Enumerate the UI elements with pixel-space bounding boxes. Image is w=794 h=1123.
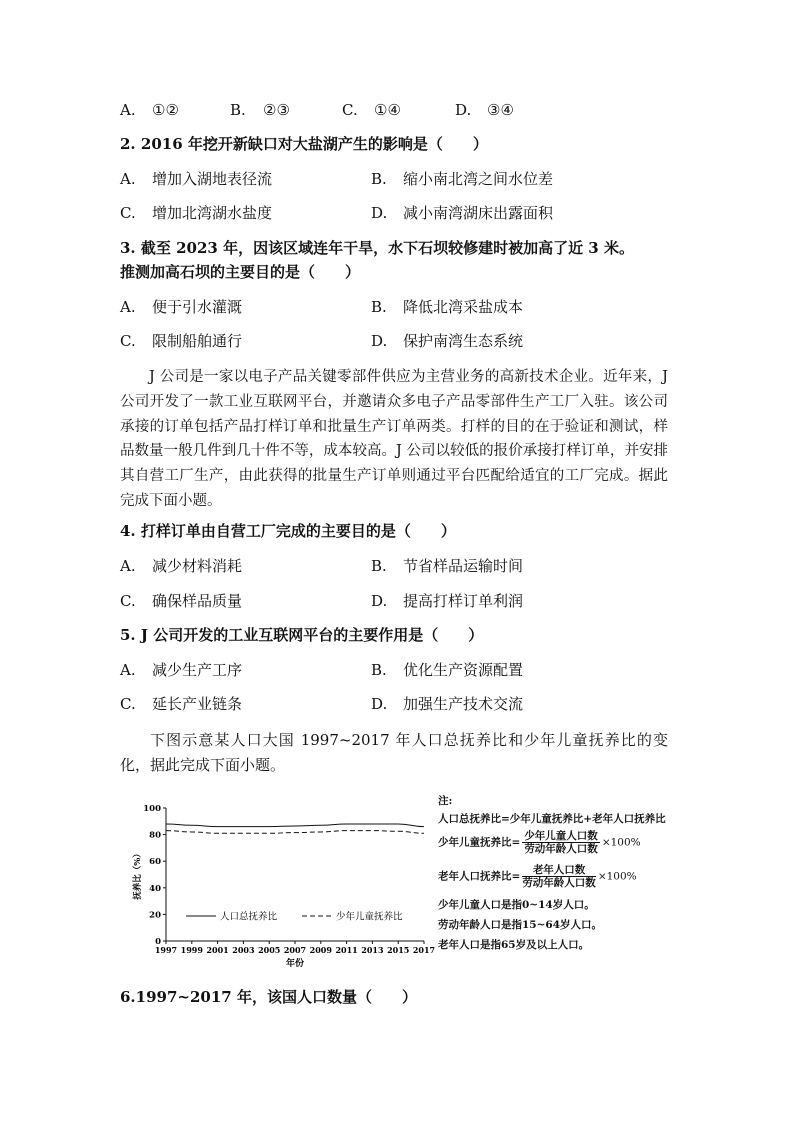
notes-elder-formula: [438, 864, 637, 889]
notes-youth-formula: [438, 830, 641, 855]
notes-def-elder: 老年人口是指65岁及以上人口。: [438, 939, 590, 951]
elder-fraction-numerator: 老年人口数: [522, 864, 596, 877]
youth-fraction-numerator: 少年儿童人口数: [524, 830, 598, 842]
passage-j-text: J 公司是一家以电子产品关键零部件供应为主营业务的高新技术企业。近年来，J 公司开发了一款工业互联网平台，并邀请众多电子产品零部件生产工厂入驻。该公司承接的订单包括产品打样订单和批量生产订单两类。打样的目的在于验证和测试，样品数量一般几件到几十件不等，成本较高。J 公司以较低的报价承接打样订单，并安排其自营工厂生产，由此获得的批量生产订单则通过平台匹配给适宜的工厂完成。据此完成下面小题。: [120, 369, 668, 509]
q4-option-c: C. 确保样品质量: [120, 592, 243, 610]
elder-fraction: [522, 864, 596, 889]
q5-option-a: A. 减少生产工序: [120, 661, 243, 679]
q4-option-a: A. 减少材料消耗: [120, 557, 243, 575]
x-tick-label: 1999: [180, 945, 203, 955]
q1-option-d-letter: D.: [455, 101, 472, 119]
y-tick-label: 0: [155, 937, 161, 947]
youth-fraction-denominator: 劳动年龄人口数: [524, 843, 598, 855]
q2-option-d: D. 减小南湾湖床出露面积: [371, 204, 554, 222]
legend-label-total: 人口总抚养比: [220, 911, 278, 923]
passage-chart-text: 下图示意某人口大国 1997~2017 年人口总抚养比和少年儿童抚养比的变化，据此完成下面小题。: [120, 731, 668, 774]
y-tick-label: 60: [149, 857, 161, 868]
dependency-ratio-chart: [126, 798, 436, 970]
q2-stem: 2. 2016 年挖开新缺口对大盐湖产生的影响是（ ）: [120, 135, 488, 153]
q3-option-c: C. 限制船舶通行: [120, 332, 243, 350]
q4-stem: 4. 打样订单由自营工厂完成的主要目的是（ ）: [120, 522, 456, 540]
y-tick-label: 100: [143, 804, 161, 814]
y-tick-label: 40: [149, 883, 161, 894]
x-tick-label: 2015: [387, 945, 410, 955]
y-tick-label: 80: [149, 830, 161, 841]
q1-option-b-letter: B.: [230, 101, 246, 119]
q3-option-d: D. 保护南湾生态系统: [371, 332, 524, 350]
x-tick-label: 2009: [309, 945, 332, 955]
youth-formula-label: 少年儿童抚养比=: [438, 836, 521, 849]
x-tick-label: 1997: [154, 945, 178, 955]
x-tick-label: 2001: [206, 945, 229, 955]
x-tick-label: 2017: [412, 945, 436, 955]
x-tick-label: 2011: [335, 945, 358, 955]
q4-option-b: B. 节省样品运输时间: [371, 557, 524, 575]
elder-formula-percent: ×100%: [597, 870, 637, 883]
series-line-youth: [166, 831, 424, 834]
elder-formula-label: 老年人口抚养比=: [438, 870, 521, 883]
notes-total-formula: 人口总抚养比=少年儿童抚养比+老年人口抚养比: [438, 813, 666, 825]
youth-formula-percent: ×100%: [601, 836, 641, 849]
q3-option-b: B. 降低北湾采盐成本: [371, 298, 524, 316]
q1-option-c-letter: C.: [342, 101, 358, 119]
q1-option-d-text: ③④: [487, 101, 514, 119]
q3-stem-line1: 3. 截至 2023 年，因该区域连年干旱，水下石坝较修建时被加高了近 3 米。: [120, 239, 634, 257]
q3-stem-line2: 推测加高石坝的主要目的是（ ）: [120, 263, 361, 281]
q5-option-d: D. 加强生产技术交流: [371, 695, 524, 713]
y-tick-label: 20: [149, 910, 161, 921]
q1-option-a-text: ①②: [152, 101, 179, 119]
q4-option-d: D. 提高打样订单利润: [371, 592, 524, 610]
q1-option-b-text: ②③: [263, 101, 290, 119]
q6-stem: 6.1997~2017 年，该国人口数量（ ）: [120, 988, 417, 1006]
q5-option-b: B. 优化生产资源配置: [371, 661, 524, 679]
x-tick-label: 2013: [361, 945, 384, 955]
q1-option-a-letter: A.: [120, 101, 136, 119]
q5-stem: 5. J 公司开发的工业互联网平台的主要作用是（ ）: [120, 626, 484, 644]
q2-option-b: B. 缩小南北湾之间水位差: [371, 170, 554, 188]
passage-chart-intro: [120, 728, 668, 778]
q2-option-c: C. 增加北湾湖水盐度: [120, 204, 273, 222]
x-tick-label: 2005: [258, 945, 281, 955]
q2-option-a: A. 增加入湖地表径流: [120, 170, 273, 188]
y-axis-label: 抚养比（%）: [133, 849, 143, 900]
x-tick-label: 2007: [283, 945, 307, 955]
x-tick-label: 2003: [232, 945, 255, 955]
x-axis-label: 年份: [285, 959, 305, 969]
passage-j-company: [120, 365, 668, 514]
q5-option-c: C. 延长产业链条: [120, 695, 243, 713]
series-line-total: [166, 824, 424, 827]
notes-title: 注:: [438, 795, 453, 807]
notes-def-youth: 少年儿童人口是指0~14岁人口。: [438, 899, 595, 911]
q1-option-c-text: ①④: [374, 101, 401, 119]
elder-fraction-denominator: 劳动年龄人口数: [522, 877, 596, 889]
legend-label-youth: 少年儿童抚养比: [336, 911, 403, 923]
youth-fraction: [522, 830, 600, 855]
q3-option-a: A. 便于引水灌溉: [120, 298, 243, 316]
chart-notes: [438, 794, 688, 964]
notes-def-working: 劳动年龄人口是指15~64岁人口。: [438, 919, 603, 931]
chart-svg: [126, 798, 436, 970]
